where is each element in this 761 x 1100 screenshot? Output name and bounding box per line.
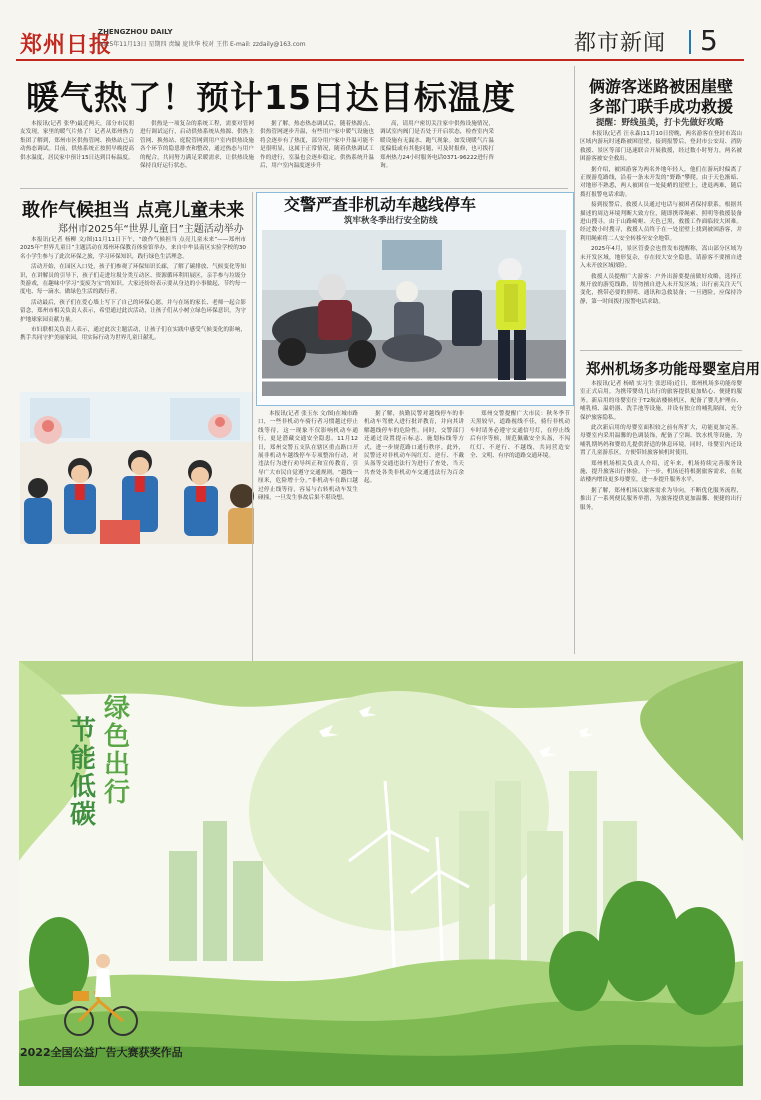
airport-story-body: 本报讯(记者 杨晴 实习生 张思琦)近日，郑州机场多功能母婴室正式启用，为携带婴幼儿出行的旅客提供更加贴心、便捷的服务。新启用的母婴室位于T2航站楼候机区，配备了婴儿护理台、哺乳椅、温奶器、洗手池等设施，并设有独立的哺乳隔间，充分保护旅客隐私。 此次新启用的母婴室面积较之前有所扩大，功能更加完善。母婴室内采用温馨的色调装饰，配备了空调、饮水机等设施，为哺乳期妈妈和婴幼儿提供舒适的休息环境。同时，母婴室内还设置了儿童游乐区，方便带娃旅客候机时使用。 郑州机场相关负责人介绍，近年来，机场持续完善服务设施，提升旅客出行体验。下一步，机场还将根据旅客需求，在航站楼内增设更多母婴室，进一步提升服务水平。 据了解，郑州机场以旅客需求为导向，不断优化服务流程，推出了一系列便民服务举措，为旅客提供更加温馨、便捷的出行服务。 — [580, 381, 742, 511]
top-story-col-1: 本报讯(记者 张华)最近两天，部分市民朋友发现，家里的暖气片热了！记者从郑州热力集团了解到，郑州市区供热管网、换热站已启动热态调试。目前，供热系统正按照早晚提高供水温度，居民家中预计15日达到目标温度。 — [20, 121, 134, 161]
traffic-left-divider — [252, 192, 253, 662]
top-story-rule — [20, 188, 568, 189]
page-number: 5 — [700, 24, 718, 57]
rescue-story-subhead: 提醒：野线虽美，打卡先做好攻略 — [596, 118, 724, 128]
traffic-photo — [262, 230, 566, 396]
top-story-col-3: 据了解，热态热态调试后，随着热源点、供热管网逐步升温，有些用户家中暖气设施也将会逐步有了热度，部分用户家中升温可能不是很明显，这属于正常情况，随着供热调试工作的进行，室温也会逐步稳定。供热系统升温后，用户室内温度逐步升 — [260, 121, 374, 170]
psa-slogan-right: 绿色出行 — [103, 694, 130, 808]
issue-meta: 2025年11月13日 星期四 责编 庞世华 校对 王伟 E-mail: zzdaily@163.com — [98, 41, 306, 48]
psa-advertisement — [19, 661, 743, 1086]
psa-caption: 2022全国公益广告大赛获奖作品 — [20, 1046, 183, 1059]
newspaper-logo: 郑州日报 — [20, 32, 113, 58]
children-story-body: 本报讯(记者 杨柳 文/图)11月11日下午，“敢作气候担当 点亮儿童未来”——郑州市2025年“世界儿童日”主题活动在郑州环保教育体验馆举办，来自中牟县南区实验学校的30名小学生参与了此次环保之旅，学习环保知识，践行绿色生活理念。 活动开始，在园区入口处，孩子们参观了环保知识长廊，了解了碳排放、气候变化等知识，在讲解员的引导下，孩子们走进垃圾分类互动区、资源循环利用展区，亲手参与垃圾分类游戏，在趣味中学习“变废为宝”的知识。大家还纷纷表示要从身边的小事做起，节约每一度电、每一滴水，做绿色生活的践行者。 活动最后，孩子们在爱心墙上写下了自己的环保心愿，并与在场的家长、老师一起合影留念，郑州市相关负责人表示，希望通过此次活动，让孩子们从小树立绿色环保意识，为守护地球家园贡献力量。 市妇联相关负责人表示，通过此次主题活动，让孩子们在实践中感受气候变化的影响，携手共同守护美丽家园，用实际行动为世界儿童日献礼。 — [20, 237, 246, 342]
rescue-story-body: 本报讯(记者 汪永森)11月10日傍晚，两名游客在登封市嵩山区域内游玩时迷路被困崖壁，接到报警后，登封市公安局、消防救援、景区等部门迅速联合开展救援，经过数小时努力，两名被困游客被安全救出。 据介绍，被困游客为两名外地年轻人，他们在游玩时偏离了正规游览路线，沿着一条未开发的“野路”攀爬，由于天色渐暗、对地形不熟悉，两人被困在一处陡峭的崖壁上，进退两难，随后拨打报警电话求助。 接到报警后，救援人员通过电话与被困者保持联系，根据其描述的周边环境判断大致方位，随即携带绳索、照明等救援装备进山搜寻。由于山路崎岖、天色已黑，救援工作面临较大困难。经过数小时搜寻，救援人员终于在一处崖壁上找到被困游客，并利用绳索将二人安全转移至安全地带。 2025年4月，景区管委会也曾发布提醒称，嵩山部分区域为未开发区域，地形复杂，存在较大安全隐患，请游客不要擅自进入未开放区域探险。 救援人员提醒广大游客：户外出游要提前做好攻略，选择正规开放的游览线路，切勿擅自进入未开发区域；出行前关注天气变化，携带必要的照明、通讯和急救装备；一旦遇险，应保持冷静，第一时间拨打报警电话求助。 — [580, 131, 742, 305]
airport-story-headline: 郑州机场多功能母婴室启用 — [586, 362, 760, 378]
top-story-col-2: 供热是一项复杂的系统工程，需要对管网进行调试运行，启动供热系统从热源、供热主管网、换热站、庭院管网到用户室内供热设施各个环节的隐患排查和整改，通过热态与用户的配合，共同努力满足采暖需求，让供热设施保持良好运行状态。 — [140, 121, 254, 170]
section-divider — [689, 30, 691, 54]
top-story-headline: 暖气热了！预计15日达目标温度 — [26, 78, 516, 117]
section-title: 都市新闻 — [574, 31, 667, 56]
traffic-story-col-3: 郑州交警提醒广大市民：秋冬季节天黑较早，道路视线不佳，骑行非机动车时请务必遵守交通信号灯，在停止线后有序等候，规范佩戴安全头盔，不闯红灯、不逆行、不越线，共同营造安全、文明、有序的道路交通环境。 — [470, 411, 570, 460]
traffic-story-subhead: 筑牢秋冬季出行安全防线 — [344, 216, 438, 226]
traffic-story-headline: 交警严查非机动车越线停车 — [284, 195, 477, 214]
children-story-subhead: 郑州市2025年“世界儿童日”主题活动举办 — [58, 224, 244, 235]
traffic-story-col-2: 据了解，执勤民警对越线停车的非机动车驾驶人进行批评教育，并向其讲解越线停车的危险性。同时，交警部门还通过设置提示标志、施划标线等方式，进一步规范路口通行秩序。此外，民警还对非机动车闯红灯、逆行、不戴头盔等交通违法行为进行了查处，当天共查处各类非机动车交通违法行为百余起。 — [364, 411, 464, 485]
rescue-headline-line-1: 俩游客迷路被困崖壁 — [588, 77, 733, 96]
rescue-story-headline — [578, 77, 744, 117]
top-story-col-4: 高，请用户密切关注家中供热设施情况，调试室内阀门是否处于开启状态，检查室内采暖设施有无漏水、跑气现象。如发现暖气片温度偏低或有其他问题，可及时报修，也可拨打郑州热力24小时服务电话0371-96222进行咨询。 — [380, 121, 494, 170]
children-photo — [20, 392, 254, 544]
rescue-story-rule — [580, 350, 742, 351]
right-column-divider — [574, 66, 575, 654]
paper-english-name: ZHENGZHOU DAILY — [98, 28, 173, 36]
psa-slogan-left: 节能低碳 — [69, 716, 96, 830]
traffic-story-col-1: 本报讯(记者 张玉东 文/图)在城市路口，一些非机动车骑行者习惯越过停止线等待，这一现象不仅影响机动车通行，更是潜藏交通安全隐患。11月12日，郑州交警五支队在辖区重点路口开展非机动车越线停车专项整治行动，对违法行为进行劝导纠正和宣传教育，引导广大市民自觉遵守交通规则。“越线一厘米，危险增十分。”非机动车在路口越过停止线等待，容易与右转机动车发生碰撞，一旦发生事故后果不堪设想。 — [258, 411, 358, 502]
children-story-headline: 敢作气候担当 点亮儿童未来 — [22, 200, 245, 221]
rescue-headline-line-2: 多部门联手成功救援 — [588, 97, 733, 116]
masthead-rule — [16, 59, 744, 61]
